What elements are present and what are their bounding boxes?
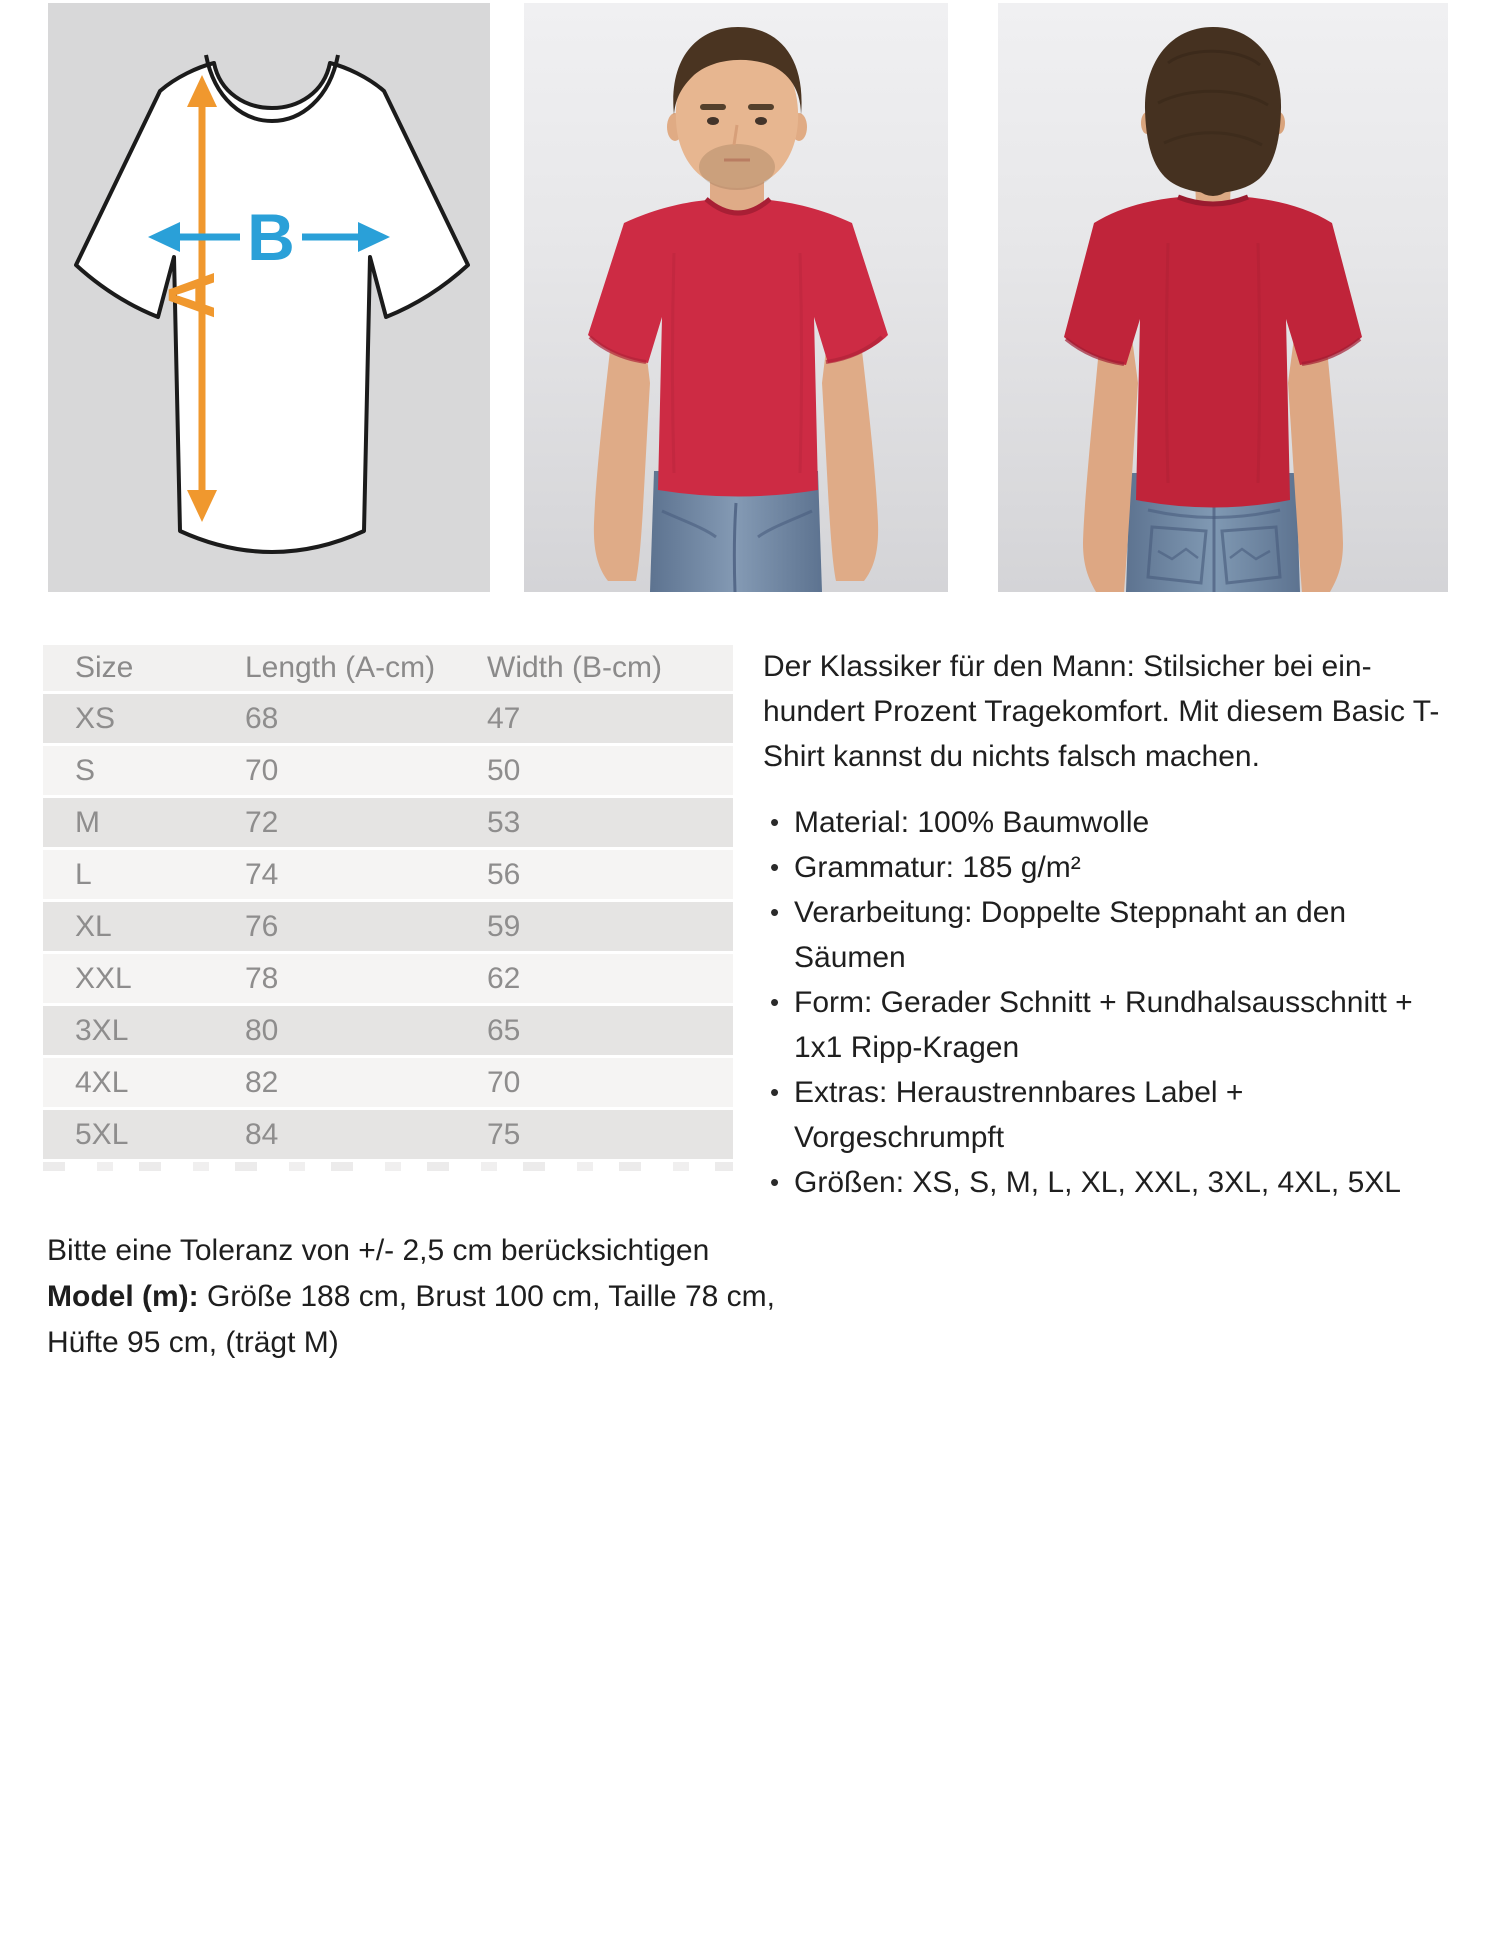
head-front [667,27,807,190]
model-info [47,1274,807,1366]
cell-width: 59 [487,909,521,943]
product-description [763,644,1453,1205]
model-back-photo [998,3,1448,592]
cell-width: 62 [487,961,521,995]
cell-width: 70 [487,1065,521,1099]
cell-size: 3XL [75,1013,129,1047]
table-row [43,850,733,899]
table-row [43,954,733,1003]
model-front-photo [524,3,948,592]
cell-size: XS [75,701,116,735]
table-row [43,902,733,951]
head-back [1141,27,1285,196]
spec-item-grammatur: • Grammatur: 185 g/m² [763,845,1453,890]
cell-size: XXL [75,961,132,995]
spec-list [763,800,1453,1205]
spec-item-material: • Material: 100% Baumwolle [763,800,1453,845]
cell-width: 75 [487,1117,521,1151]
cell-length: 82 [245,1065,279,1099]
cell-width: 50 [487,753,521,787]
cell-width: 53 [487,805,521,839]
description-intro: Der Klassiker für den Mann: Stilsicher bei ein-hundert Prozent Tragekomfort. Mit diesem Basic T-Shirt kannst du nichts falsch machen. [763,650,1440,773]
back-photo-illustration [998,3,1448,592]
cell-size: XL [75,909,112,943]
cell-length: 72 [245,805,279,839]
cell-size: M [75,805,100,839]
cell-width: 65 [487,1013,521,1047]
model-info-label: Model (m): [47,1280,199,1313]
cell-size: 4XL [75,1065,129,1099]
front-photo-illustration [524,3,948,592]
table-row [43,1006,733,1055]
measure-label-a: A [154,271,228,319]
table-row [43,746,733,795]
table-row [43,1058,733,1107]
cell-width: 47 [487,701,521,735]
table-row [43,798,733,847]
header-cell-width: Width (B-cm) [487,651,662,684]
tolerance-note [47,1228,807,1366]
table-row [43,694,733,743]
cell-length: 70 [245,753,279,787]
cell-length: 80 [245,1013,279,1047]
spec-item-form: • Form: Gerader Schnitt + Rundhalsausschnitt + 1x1 Ripp-Kragen [763,980,1453,1070]
model-info-details: Größe 188 cm, Brust 100 cm, Taille 78 cm, Hüfte 95 cm, (trägt M) [47,1280,775,1359]
cell-size: L [75,857,92,891]
size-table-header-row [43,645,733,691]
measurement-diagram-image [48,3,490,592]
cell-size: 5XL [75,1117,129,1151]
measure-label-b: B [247,200,295,274]
spec-item-extras: • Extras: Heraustrennbares Label + Vorgeschrumpft [763,1070,1453,1160]
cell-length: 84 [245,1117,279,1151]
cell-length: 78 [245,961,279,995]
spec-item-groessen: • Größen: XS, S, M, L, XL, XXL, 3XL, 4XL, 5XL [763,1160,1453,1205]
tshirt-measure-sketch [48,3,490,592]
size-table [43,645,733,1171]
header-cell-length: Length (A-cm) [245,651,436,684]
cell-width: 56 [487,857,521,891]
cell-length: 74 [245,857,279,891]
table-row [43,1110,733,1159]
cell-size: S [75,753,96,787]
table-cropped-row-remnant [43,1162,733,1171]
cell-length: 76 [245,909,279,943]
tshirt-outline [76,55,468,552]
header-cell-size: Size [75,651,134,684]
cell-length: 68 [245,701,279,735]
tolerance-text: Bitte eine Toleranz von +/- 2,5 cm berücksichtigen [47,1234,710,1267]
spec-item-verarbeitung: • Verarbeitung: Doppelte Steppnaht an den Säumen [763,890,1453,980]
